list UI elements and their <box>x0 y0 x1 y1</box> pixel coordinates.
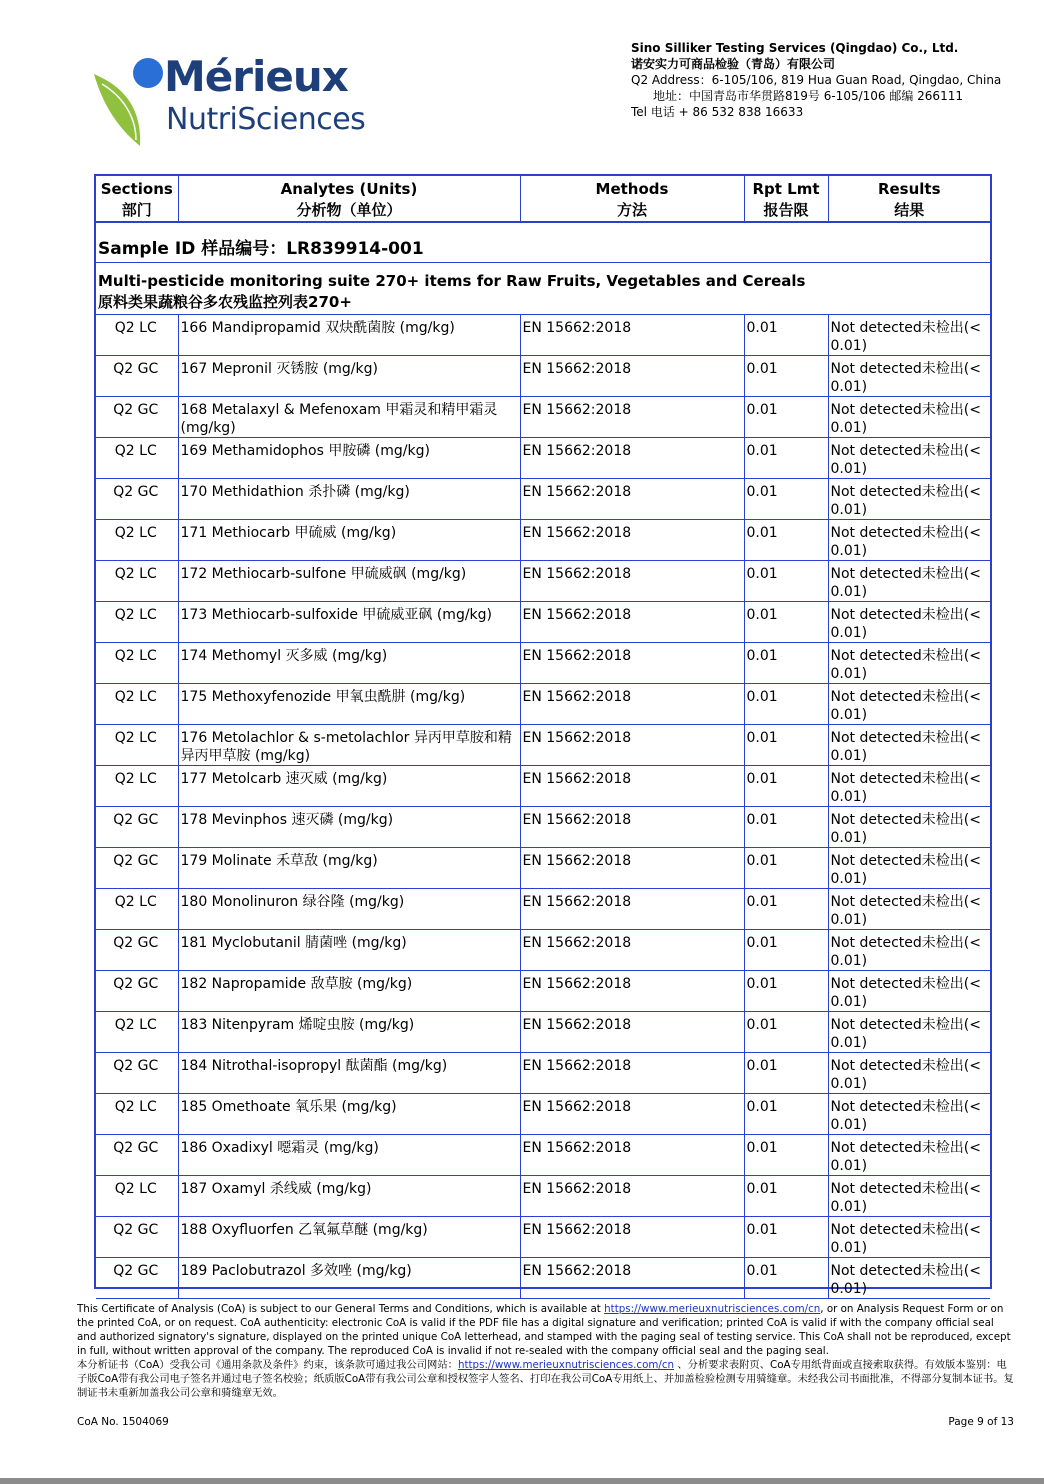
cell-section: Q2 GC <box>96 1258 178 1299</box>
cell-analyte: 175 Methoxyfenozide 甲氧虫酰肼 (mg/kg) <box>178 684 520 725</box>
header-rpt-lmt: Rpt Lmt 报告限 <box>744 176 828 222</box>
table-row <box>96 971 990 1012</box>
cell-rpt-lmt: 0.01 <box>744 561 828 602</box>
table-row <box>96 766 990 807</box>
cell-analyte: 189 Paclobutrazol 多效唑 (mg/kg) <box>178 1258 520 1299</box>
cell-analyte: 174 Methomyl 灭多威 (mg/kg) <box>178 643 520 684</box>
cell-analyte: 181 Myclobutanil 腈菌唑 (mg/kg) <box>178 930 520 971</box>
cell-method: EN 15662:2018 <box>520 930 744 971</box>
cell-section: Q2 LC <box>96 725 178 766</box>
cell-analyte: 179 Molinate 禾草敌 (mg/kg) <box>178 848 520 889</box>
cell-analyte: 184 Nitrothal-isopropyl 酞菌酯 (mg/kg) <box>178 1053 520 1094</box>
table-row <box>96 1135 990 1176</box>
cell-result: Not detected未检出(<0.01) <box>828 1258 990 1299</box>
cell-rpt-lmt: 0.01 <box>744 684 828 725</box>
cell-rpt-lmt: 0.01 <box>744 520 828 561</box>
results-table-frame <box>94 174 992 1297</box>
cell-result: Not detected未检出(<0.01) <box>828 1012 990 1053</box>
table-row <box>96 479 990 520</box>
cell-method: EN 15662:2018 <box>520 438 744 479</box>
cell-analyte: 188 Oxyfluorfen 乙氧氟草醚 (mg/kg) <box>178 1217 520 1258</box>
cell-method: EN 15662:2018 <box>520 1135 744 1176</box>
footer-terms-link[interactable]: https://www.merieuxnutrisciences.com/cn <box>604 1303 821 1315</box>
cell-rpt-lmt: 0.01 <box>744 397 828 438</box>
cell-rpt-lmt: 0.01 <box>744 643 828 684</box>
cell-analyte: 183 Nitenpyram 烯啶虫胺 (mg/kg) <box>178 1012 520 1053</box>
cell-rpt-lmt: 0.01 <box>744 356 828 397</box>
cell-method: EN 15662:2018 <box>520 561 744 602</box>
cell-method: EN 15662:2018 <box>520 1176 744 1217</box>
footer-cn-text-1: 本分析证书（CoA）受我公司《通用条款及条件》约束，该条款可通过我公司网站： <box>77 1359 458 1371</box>
suite-title-cn: 原料类果蔬粮谷多农残监控列表270+ <box>98 293 352 311</box>
header-analytes: Analytes (Units) 分析物（单位） <box>178 176 520 222</box>
table-row <box>96 1094 990 1135</box>
page-number: Page 9 of 13 <box>948 1416 1014 1428</box>
cell-section: Q2 GC <box>96 930 178 971</box>
cell-method: EN 15662:2018 <box>520 807 744 848</box>
table-row <box>96 684 990 725</box>
cell-section: Q2 GC <box>96 479 178 520</box>
cell-section: Q2 LC <box>96 1012 178 1053</box>
cell-rpt-lmt: 0.01 <box>744 766 828 807</box>
cell-section: Q2 LC <box>96 889 178 930</box>
table-header <box>96 176 990 223</box>
cell-rpt-lmt: 0.01 <box>744 1217 828 1258</box>
cell-rpt-lmt: 0.01 <box>744 1135 828 1176</box>
cell-result: Not detected未检出(<0.01) <box>828 807 990 848</box>
cell-result: Not detected未检出(<0.01) <box>828 971 990 1012</box>
cell-rpt-lmt: 0.01 <box>744 438 828 479</box>
cell-rpt-lmt: 0.01 <box>744 889 828 930</box>
cell-section: Q2 LC <box>96 561 178 602</box>
cell-result: Not detected未检出(<0.01) <box>828 930 990 971</box>
cell-result: Not detected未检出(<0.01) <box>828 1053 990 1094</box>
table-row <box>96 438 990 479</box>
cell-result: Not detected未检出(<0.01) <box>828 520 990 561</box>
cell-rpt-lmt: 0.01 <box>744 1258 828 1299</box>
header-methods: Methods 方法 <box>520 176 744 222</box>
cell-section: Q2 LC <box>96 1094 178 1135</box>
cell-section: Q2 GC <box>96 971 178 1012</box>
table-row <box>96 397 990 438</box>
footer-en-text-1: This Certificate of Analysis (CoA) is subject to our General Terms and Conditions, which is available at <box>77 1303 601 1315</box>
cell-section: Q2 GC <box>96 848 178 889</box>
cell-rpt-lmt: 0.01 <box>744 848 828 889</box>
cell-result: Not detected未检出(<0.01) <box>828 1135 990 1176</box>
coa-number: CoA No. 1504069 <box>77 1416 169 1428</box>
company-logo <box>92 52 366 144</box>
cell-section: Q2 LC <box>96 520 178 561</box>
footer-en-text-2: , or on Analysis Request Form or on the printed CoA, or on request. CoA authenticity: electronic CoA is valid if the PDF file has a digital signature and verification; printed CoA is valid if with the company official seal and authorized signatory's signature, displayed on the printed unique CoA letterhead, and stamped with the paging seal of testing service. This CoA shall not be reproduced, except in full, without written approval of the company. The reproduced CoA is invalid if not re-sealed with the company official seal and the paging seal. <box>77 1303 1011 1357</box>
logo-brand-subtitle: NutriSciences <box>166 102 366 137</box>
table-row <box>96 848 990 889</box>
logo-brand-name: Mérieux <box>164 52 348 101</box>
cell-result: Not detected未检出(<0.01) <box>828 766 990 807</box>
cell-section: Q2 LC <box>96 1176 178 1217</box>
cell-method: EN 15662:2018 <box>520 684 744 725</box>
cell-analyte: 177 Metolcarb 速灭威 (mg/kg) <box>178 766 520 807</box>
cell-method: EN 15662:2018 <box>520 725 744 766</box>
cell-section: Q2 GC <box>96 1217 178 1258</box>
cell-method: EN 15662:2018 <box>520 397 744 438</box>
table-row <box>96 1053 990 1094</box>
cell-method: EN 15662:2018 <box>520 602 744 643</box>
cell-section: Q2 GC <box>96 356 178 397</box>
cell-rpt-lmt: 0.01 <box>744 1012 828 1053</box>
cell-analyte: 173 Methiocarb-sulfoxide 甲硫威亚砜 (mg/kg) <box>178 602 520 643</box>
cell-method: EN 15662:2018 <box>520 520 744 561</box>
cell-result: Not detected未检出(<0.01) <box>828 684 990 725</box>
company-address-cn: 地址：中国青岛市华贯路819号 6-105/106 邮编 266111 <box>653 89 963 103</box>
table-row <box>96 725 990 766</box>
cell-section: Q2 LC <box>96 602 178 643</box>
company-tel: Tel 电话 + 86 532 838 16633 <box>631 105 804 119</box>
header-sections: Sections 部门 <box>96 176 178 222</box>
table-row <box>96 1012 990 1053</box>
cell-analyte: 171 Methiocarb 甲硫威 (mg/kg) <box>178 520 520 561</box>
cell-result: Not detected未检出(<0.01) <box>828 315 990 356</box>
table-row <box>96 602 990 643</box>
cell-result: Not detected未检出(<0.01) <box>828 397 990 438</box>
table-row <box>96 930 990 971</box>
cell-section: Q2 GC <box>96 1053 178 1094</box>
cell-analyte: 167 Mepronil 灭锈胺 (mg/kg) <box>178 356 520 397</box>
cell-section: Q2 GC <box>96 807 178 848</box>
cell-rpt-lmt: 0.01 <box>744 315 828 356</box>
cell-result: Not detected未检出(<0.01) <box>828 848 990 889</box>
company-address-en: Q2 Address：6-105/106, 819 Hua Guan Road, Qingdao, China <box>631 73 1002 87</box>
cell-result: Not detected未检出(<0.01) <box>828 889 990 930</box>
results-rows <box>96 314 990 1299</box>
company-name-cn: 诺安实力可商品检验（青岛）有限公司 <box>631 57 836 71</box>
cell-method: EN 15662:2018 <box>520 889 744 930</box>
cell-method: EN 15662:2018 <box>520 1053 744 1094</box>
cell-method: EN 15662:2018 <box>520 1258 744 1299</box>
cell-section: Q2 LC <box>96 438 178 479</box>
cell-rpt-lmt: 0.01 <box>744 930 828 971</box>
cell-section: Q2 GC <box>96 397 178 438</box>
cell-analyte: 166 Mandipropamid 双炔酰菌胺 (mg/kg) <box>178 315 520 356</box>
cell-analyte: 178 Mevinphos 速灭磷 (mg/kg) <box>178 807 520 848</box>
cell-rpt-lmt: 0.01 <box>744 807 828 848</box>
suite-title-en: Multi-pesticide monitoring suite 270+ items for Raw Fruits, Vegetables and Cereals <box>98 272 806 290</box>
cell-section: Q2 LC <box>96 766 178 807</box>
cell-rpt-lmt: 0.01 <box>744 602 828 643</box>
table-row <box>96 807 990 848</box>
cell-analyte: 172 Methiocarb-sulfone 甲硫威砜 (mg/kg) <box>178 561 520 602</box>
footer-terms-link-cn[interactable]: https://www.merieuxnutrisciences.com/cn <box>457 1359 675 1371</box>
cell-result: Not detected未检出(<0.01) <box>828 643 990 684</box>
footer-disclaimer <box>77 1302 1015 1400</box>
cell-method: EN 15662:2018 <box>520 848 744 889</box>
cell-analyte: 168 Metalaxyl & Mefenoxam 甲霜灵和精甲霜灵 (mg/kg) <box>178 397 520 438</box>
cell-analyte: 176 Metolachlor & s-metolachlor 异丙甲草胺和精异丙甲草胺 (mg/kg) <box>178 725 520 766</box>
cell-result: Not detected未检出(<0.01) <box>828 561 990 602</box>
cell-section: Q2 LC <box>96 643 178 684</box>
cell-analyte: 180 Monolinuron 绿谷隆 (mg/kg) <box>178 889 520 930</box>
cell-rpt-lmt: 0.01 <box>744 479 828 520</box>
cell-rpt-lmt: 0.01 <box>744 725 828 766</box>
cell-analyte: 170 Methidathion 杀扑磷 (mg/kg) <box>178 479 520 520</box>
cell-section: Q2 LC <box>96 684 178 725</box>
bottom-scroll-edge <box>0 1478 1044 1484</box>
cell-result: Not detected未检出(<0.01) <box>828 1176 990 1217</box>
cell-method: EN 15662:2018 <box>520 971 744 1012</box>
cell-analyte: 186 Oxadixyl 噁霜灵 (mg/kg) <box>178 1135 520 1176</box>
table-row <box>96 561 990 602</box>
cell-method: EN 15662:2018 <box>520 356 744 397</box>
cell-result: Not detected未检出(<0.01) <box>828 725 990 766</box>
cell-result: Not detected未检出(<0.01) <box>828 1217 990 1258</box>
suite-title <box>98 271 806 313</box>
table-row <box>96 356 990 397</box>
table-row <box>96 643 990 684</box>
cell-method: EN 15662:2018 <box>520 1217 744 1258</box>
cell-result: Not detected未检出(<0.01) <box>828 479 990 520</box>
cell-section: Q2 GC <box>96 1135 178 1176</box>
cell-rpt-lmt: 0.01 <box>744 971 828 1012</box>
cell-result: Not detected未检出(<0.01) <box>828 356 990 397</box>
cell-method: EN 15662:2018 <box>520 1012 744 1053</box>
cell-method: EN 15662:2018 <box>520 479 744 520</box>
table-row <box>96 1217 990 1258</box>
cell-rpt-lmt: 0.01 <box>744 1094 828 1135</box>
cell-method: EN 15662:2018 <box>520 315 744 356</box>
table-row <box>96 520 990 561</box>
cell-analyte: 182 Napropamide 敌草胺 (mg/kg) <box>178 971 520 1012</box>
company-name-en: Sino Silliker Testing Services (Qingdao) Co., Ltd. <box>631 41 959 55</box>
cell-method: EN 15662:2018 <box>520 766 744 807</box>
cell-rpt-lmt: 0.01 <box>744 1176 828 1217</box>
table-row <box>96 1258 990 1299</box>
sample-id: Sample ID 样品编号：LR839914-001 <box>98 239 424 259</box>
cell-method: EN 15662:2018 <box>520 643 744 684</box>
cell-analyte: 169 Methamidophos 甲胺磷 (mg/kg) <box>178 438 520 479</box>
divider <box>96 262 990 263</box>
cell-analyte: 185 Omethoate 氧乐果 (mg/kg) <box>178 1094 520 1135</box>
cell-method: EN 15662:2018 <box>520 1094 744 1135</box>
cell-result: Not detected未检出(<0.01) <box>828 438 990 479</box>
header-results: Results 结果 <box>828 176 990 222</box>
company-info <box>631 40 1001 120</box>
cell-result: Not detected未检出(<0.01) <box>828 1094 990 1135</box>
cell-rpt-lmt: 0.01 <box>744 1053 828 1094</box>
table-row <box>96 315 990 356</box>
table-row <box>96 889 990 930</box>
table-row <box>96 1176 990 1217</box>
cell-result: Not detected未检出(<0.01) <box>828 602 990 643</box>
cell-section: Q2 LC <box>96 315 178 356</box>
footer-cn-text-2: 、分析要求表附页、CoA专用纸背面或直接索取获得。有效版本鉴别：电子版CoA带有我公司电子签名并通过电子签名校验；纸质版CoA带有我公司公章和授权签字人签名、打印在我公司CoA专用纸上、并加盖检验检测专用骑缝章。未经我公司书面批准，不得部分复制本证书。复制证书未重新加盖我公司公章和骑缝章无效。 <box>77 1359 1014 1399</box>
cell-analyte: 187 Oxamyl 杀线威 (mg/kg) <box>178 1176 520 1217</box>
